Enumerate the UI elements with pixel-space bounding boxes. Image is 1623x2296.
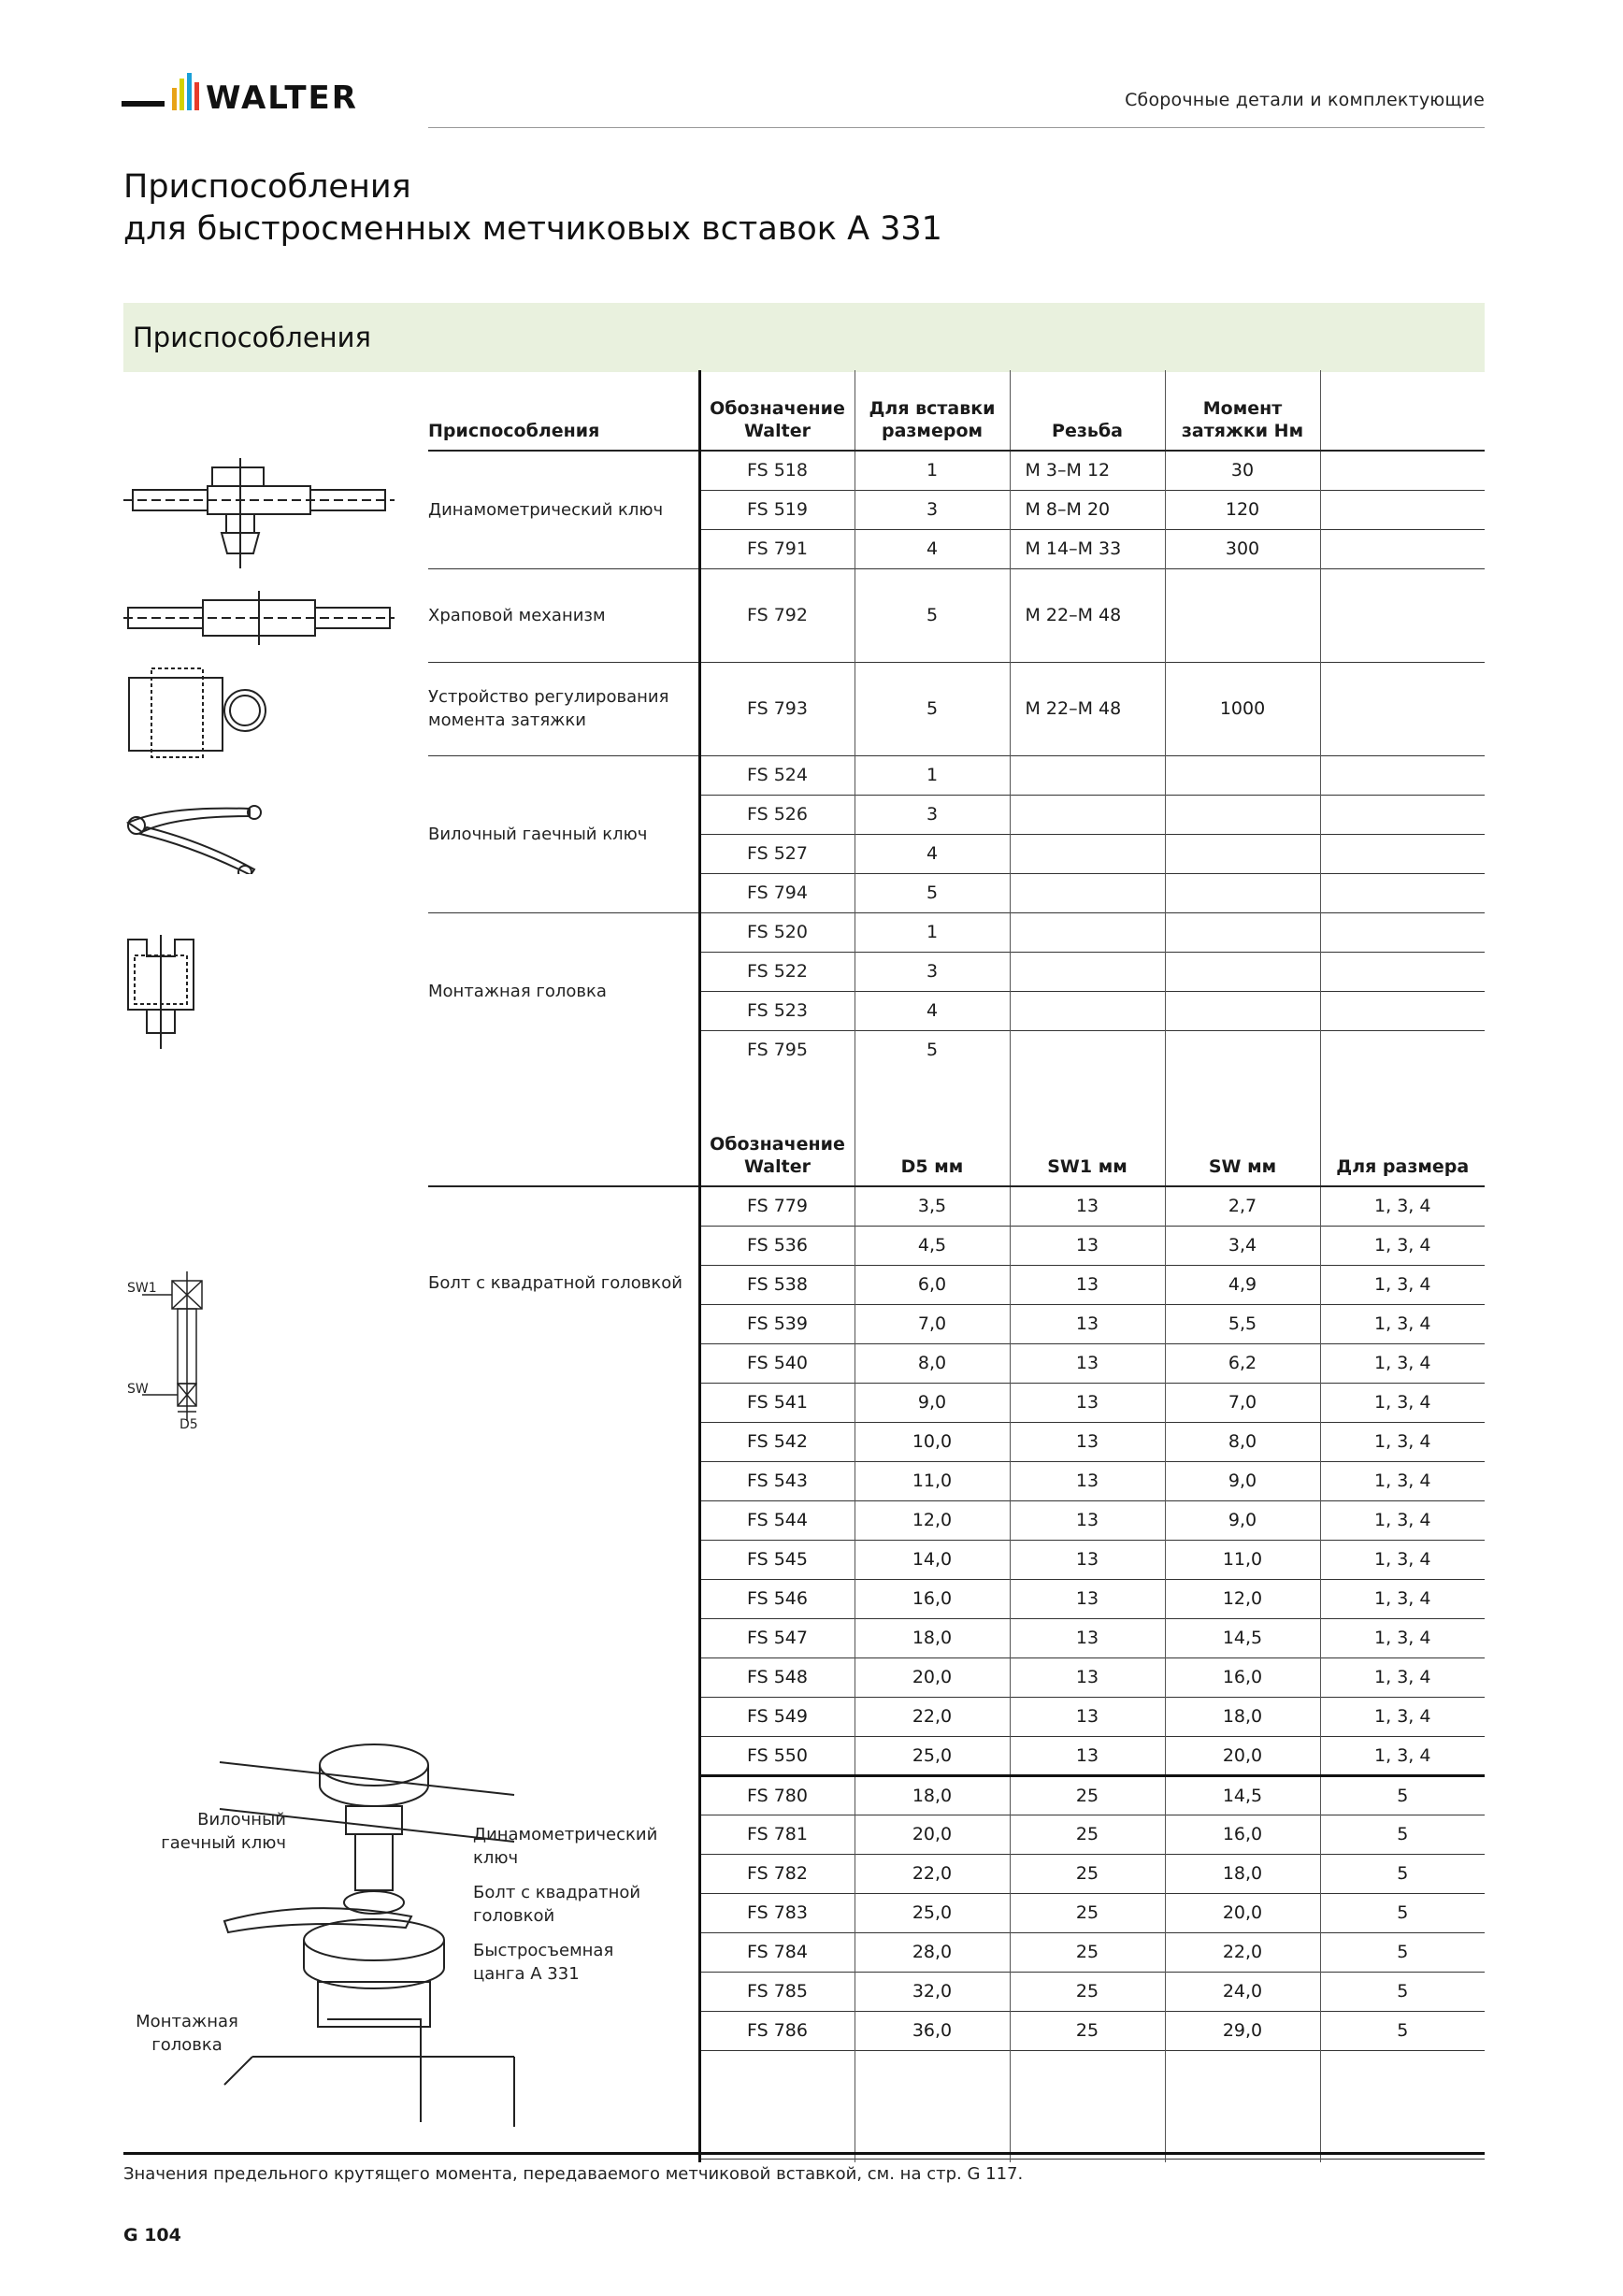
cell-size: 4 [855,529,1010,568]
cell-for-size: 5 [1320,1972,1485,2011]
cell-thread [1010,952,1165,991]
cell-torque [1165,912,1320,952]
cell-d5: 3,5 [855,1186,1010,1226]
cell-sw: 16,0 [1165,1657,1320,1697]
cell-sw: 16,0 [1165,1815,1320,1854]
cell-code: FS 794 [699,873,855,912]
cell-d5: 32,0 [855,1972,1010,2011]
cell-torque [1165,795,1320,834]
cell-d5: 28,0 [855,1932,1010,1972]
cell-for-size: 1, 3, 4 [1320,1304,1485,1343]
cell-size: 1 [855,912,1010,952]
cell-sw1: 25 [1010,1815,1165,1854]
cell-torque: 120 [1165,490,1320,529]
cell-code: FS 786 [699,2011,855,2050]
cell-for-size: 1, 3, 4 [1320,1618,1485,1657]
table-row [428,1186,1485,1226]
cell-for-size: 1, 3, 4 [1320,1186,1485,1226]
cell-code: FS 519 [699,490,855,529]
mounting-head-illustration [123,935,208,1052]
cell-sw: 20,0 [1165,1736,1320,1775]
cell-code: FS 524 [699,755,855,795]
cell-d5: 9,0 [855,1383,1010,1422]
cell-sw: 7,0 [1165,1383,1320,1422]
cell-sw1: 25 [1010,1775,1165,1815]
cell-size: 1 [855,451,1010,490]
cell-code: FS 795 [699,1030,855,1069]
cell-sw: 9,0 [1165,1461,1320,1500]
svg-text:WALTER: WALTER [206,79,358,117]
cell-thread [1010,912,1165,952]
cell-sw1: 13 [1010,1186,1165,1226]
cell-sw1: 13 [1010,1500,1165,1540]
section-banner: Приспособления [123,303,1485,372]
cell-for-size: 5 [1320,1893,1485,1932]
cell-code: FS 527 [699,834,855,873]
cell-d5: 12,0 [855,1500,1010,1540]
cell-size: 1 [855,755,1010,795]
fixture-name: Динамометрический ключ [428,451,699,568]
col-header-sw1: SW1 мм [1010,1069,1165,1186]
cell-torque [1165,952,1320,991]
torque-setting-device-illustration [123,659,282,767]
cell-torque [1165,991,1320,1030]
cell-d5: 36,0 [855,2011,1010,2050]
cell-code: FS 785 [699,1972,855,2011]
cell-code: FS 520 [699,912,855,952]
cell-code: FS 538 [699,1265,855,1304]
cell-sw: 2,7 [1165,1186,1320,1226]
cell-torque [1165,755,1320,795]
cell-thread [1010,873,1165,912]
col-header-for-size: Для размера [1320,1069,1485,1186]
cell-for-size: 5 [1320,2011,1485,2050]
cell-for-size: 1, 3, 4 [1320,1500,1485,1540]
cell-sw1: 13 [1010,1383,1165,1422]
cell-sw1: 13 [1010,1540,1165,1579]
cell-thread [1010,795,1165,834]
cell-sw1: 13 [1010,1579,1165,1618]
cell-code: FS 548 [699,1657,855,1697]
fork-wrench-illustration [123,799,273,874]
cell-code: FS 547 [699,1618,855,1657]
cell-for-size: 1, 3, 4 [1320,1540,1485,1579]
fixture-name: Монтажная головка [428,912,699,1069]
cell-torque [1165,834,1320,873]
cell-code: FS 792 [699,568,855,662]
cell-thread: M 22–M 48 [1010,568,1165,662]
fixtures-table [428,370,1485,1069]
cell-size: 5 [855,662,1010,755]
cell-for-size: 5 [1320,1815,1485,1854]
cell-d5: 4,5 [855,1226,1010,1265]
cell-size: 3 [855,952,1010,991]
cell-sw1: 13 [1010,1343,1165,1383]
cell-sw1: 13 [1010,1226,1165,1265]
cell-sw1: 13 [1010,1304,1165,1343]
cell-size: 5 [855,568,1010,662]
cell-for-size: 1, 3, 4 [1320,1226,1485,1265]
col-header-fixture: Приспособления [428,370,699,451]
cell-code: FS 783 [699,1893,855,1932]
cell-thread [1010,834,1165,873]
cell-sw: 9,0 [1165,1500,1320,1540]
cell-code: FS 540 [699,1343,855,1383]
cell-d5: 22,0 [855,1854,1010,1893]
cell-sw: 29,0 [1165,2011,1320,2050]
cell-sw: 20,0 [1165,1893,1320,1932]
cell-sw1: 25 [1010,1972,1165,2011]
cell-sw: 22,0 [1165,1932,1320,1972]
cell-sw: 5,5 [1165,1304,1320,1343]
cell-size: 4 [855,834,1010,873]
label-collet: Быстросъемная цанга А 331 [473,1941,614,1984]
cell-d5: 18,0 [855,1618,1010,1657]
label-square-bolt: Болт с квадратной головкой [473,1883,641,1926]
cell-torque [1165,568,1320,662]
table-row [428,912,1485,952]
cell-size: 3 [855,490,1010,529]
cell-d5: 20,0 [855,1657,1010,1697]
cell-code: FS 782 [699,1854,855,1893]
cell-sw1: 13 [1010,1265,1165,1304]
cell-code: FS 536 [699,1226,855,1265]
cell-d5: 25,0 [855,1736,1010,1775]
footer-divider [123,2152,1485,2155]
cell-sw1: 25 [1010,1893,1165,1932]
table-row [428,568,1485,662]
page-title: Приспособления для быстросменных метчиковых вставок А 331 [123,168,942,248]
table-row [428,662,1485,755]
fixture-name: Устройство регулирования момента затяжки [428,662,699,755]
cell-for-size: 1, 3, 4 [1320,1461,1485,1500]
cell-sw: 18,0 [1165,1697,1320,1736]
cell-code: FS 541 [699,1383,855,1422]
cell-sw: 14,5 [1165,1775,1320,1815]
cell-d5: 8,0 [855,1343,1010,1383]
cell-code: FS 542 [699,1422,855,1461]
cell-d5: 25,0 [855,1893,1010,1932]
bolt-name: Болт с квадратной головкой [428,1186,699,2162]
cell-code: FS 545 [699,1540,855,1579]
col-header-size: Для вставки размером [855,370,1010,451]
cell-d5: 20,0 [855,1815,1010,1854]
cell-sw1: 25 [1010,1854,1165,1893]
cell-sw: 8,0 [1165,1422,1320,1461]
cell-sw: 18,0 [1165,1854,1320,1893]
cell-d5: 10,0 [855,1422,1010,1461]
label-torque-wrench: Динамометрический ключ [473,1825,658,1868]
col-header-thread: Резьба [1010,370,1165,451]
cell-for-size: 1, 3, 4 [1320,1343,1485,1383]
cell-code: FS 793 [699,662,855,755]
cell-sw: 24,0 [1165,1972,1320,2011]
cell-d5: 11,0 [855,1461,1010,1500]
col-header-d5: D5 мм [855,1069,1010,1186]
cell-for-size: 1, 3, 4 [1320,1657,1485,1697]
cell-code: FS 791 [699,529,855,568]
cell-for-size: 1, 3, 4 [1320,1422,1485,1461]
cell-sw: 6,2 [1165,1343,1320,1383]
cell-sw1: 25 [1010,1932,1165,1972]
cell-thread: M 8–M 20 [1010,490,1165,529]
cell-sw1: 13 [1010,1422,1165,1461]
cell-for-size: 1, 3, 4 [1320,1265,1485,1304]
cell-d5: 6,0 [855,1265,1010,1304]
cell-sw1: 13 [1010,1618,1165,1657]
sw1-label: SW1 [127,1281,157,1296]
table-row [428,755,1485,795]
cell-for-size: 5 [1320,1854,1485,1893]
header-divider [428,127,1485,128]
walter-logo [122,73,402,120]
cell-thread: M 22–M 48 [1010,662,1165,755]
cell-for-size: 1, 3, 4 [1320,1736,1485,1775]
square-bolt-illustration [123,1271,226,1440]
cell-size: 5 [855,873,1010,912]
sw-label: SW [127,1382,149,1397]
col-header-torque: Момент затяжки Нм [1165,370,1320,451]
cell-code: FS 543 [699,1461,855,1500]
cell-thread [1010,991,1165,1030]
col-header-code: Обозначение Walter [699,370,855,451]
cell-code: FS 539 [699,1304,855,1343]
cell-sw1: 13 [1010,1697,1165,1736]
cell-for-size: 1, 3, 4 [1320,1579,1485,1618]
cell-code: FS 522 [699,952,855,991]
cell-d5: 14,0 [855,1540,1010,1579]
cell-code: FS 526 [699,795,855,834]
cell-sw1: 13 [1010,1461,1165,1500]
cell-torque [1165,1030,1320,1069]
cell-d5: 7,0 [855,1304,1010,1343]
cell-for-size: 1, 3, 4 [1320,1383,1485,1422]
label-fork-wrench: Вилочный гаечный ключ [161,1810,286,1853]
cell-code: FS 544 [699,1500,855,1540]
square-bolt-table [428,1069,1485,2162]
col-header-sw: SW мм [1165,1069,1320,1186]
fixture-name: Храповой механизм [428,568,699,662]
cell-torque: 1000 [1165,662,1320,755]
cell-for-size: 5 [1320,1775,1485,1815]
cell-sw1: 13 [1010,1657,1165,1697]
cell-code: FS 784 [699,1932,855,1972]
cell-sw1: 13 [1010,1736,1165,1775]
cell-for-size: 5 [1320,1932,1485,1972]
cell-d5: 18,0 [855,1775,1010,1815]
cell-sw: 11,0 [1165,1540,1320,1579]
cell-d5: 22,0 [855,1697,1010,1736]
cell-code: FS 779 [699,1186,855,1226]
cell-thread: M 3–M 12 [1010,451,1165,490]
table-row [428,451,1485,490]
cell-code: FS 523 [699,991,855,1030]
cell-code: FS 546 [699,1579,855,1618]
label-mounting-head: Монтажная головка [136,2012,238,2055]
cell-for-size: 1, 3, 4 [1320,1697,1485,1736]
cell-sw1: 25 [1010,2011,1165,2050]
section-header: Сборочные детали и комплектующие [1125,90,1485,110]
cell-code: FS 550 [699,1736,855,1775]
page-number: G 104 [123,2225,181,2246]
col-header-code: Обозначение Walter [699,1069,855,1186]
cell-sw: 4,9 [1165,1265,1320,1304]
ratchet-illustration [123,591,404,647]
cell-torque: 300 [1165,529,1320,568]
cell-sw: 14,5 [1165,1618,1320,1657]
fixture-name: Вилочный гаечный ключ [428,755,699,912]
cell-torque: 30 [1165,451,1320,490]
cell-d5: 16,0 [855,1579,1010,1618]
cell-sw: 12,0 [1165,1579,1320,1618]
d5-label: D5 [180,1417,198,1432]
cell-size: 4 [855,991,1010,1030]
cell-thread: M 14–M 33 [1010,529,1165,568]
footnote: Значения предельного крутящего момента, передаваемого метчиковой вставкой, см. на стр. G 117. [123,2164,1024,2184]
cell-code: FS 780 [699,1775,855,1815]
cell-thread [1010,1030,1165,1069]
cell-torque [1165,873,1320,912]
cell-sw: 3,4 [1165,1226,1320,1265]
torque-wrench-illustration [123,449,404,570]
cell-code: FS 518 [699,451,855,490]
cell-code: FS 549 [699,1697,855,1736]
cell-code: FS 781 [699,1815,855,1854]
cell-thread [1010,755,1165,795]
cell-size: 5 [855,1030,1010,1069]
cell-size: 3 [855,795,1010,834]
